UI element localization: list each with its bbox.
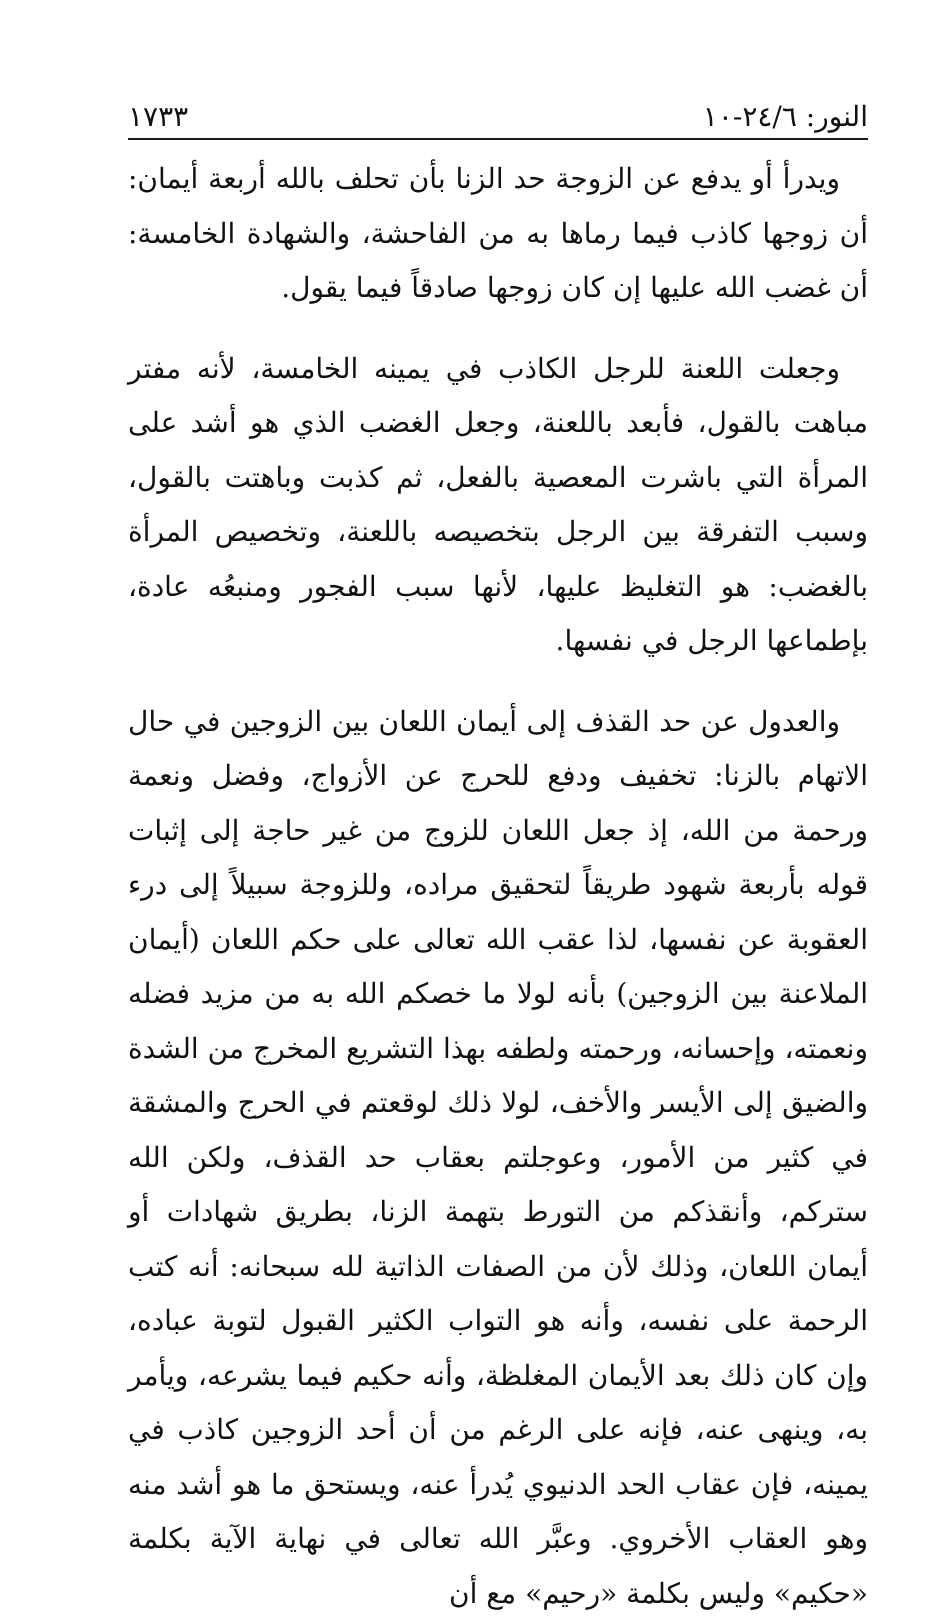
paragraph-2: وجعلت اللعنة للرجل الكاذب في يمينه الخامسة، لأنه مفتر مباهت بالقول، فأبعد باللعنة، وجعل الغضب الذي هو أشد على المرأة التي باشرت المعصية بالفعل، ثم كذبت وباهتت بالقول، وسبب التفرقة بين الرجل بتخصيصه باللعنة، وتخصيص المرأة بالغضب: هو التغليظ عليها، لأنها سبب الفجور ومنبعُه عادة، بإطماعها الرجل في نفسها.: [128, 342, 868, 669]
surah-reference: النور: ٢٤/٦-١٠: [703, 100, 868, 133]
page-header: [128, 92, 868, 136]
paragraph-1: ويدرأ أو يدفع عن الزوجة حد الزنا بأن تحلف بالله أربعة أيمان: أن زوجها كاذب فيما رماها به من الفاحشة، والشهادة الخامسة: أن غضب الله عليها إن كان زوجها صادقاً فيما يقول.: [128, 152, 868, 316]
page-body: [128, 152, 868, 1621]
paragraph-3: والعدول عن حد القذف إلى أيمان اللعان بين الزوجين في حال الاتهام بالزنا: تخفيف ودفع للحرج عن الأزواج، وفضل ونعمة ورحمة من الله، إذ جعل اللعان للزوج من غير حاجة إلى إثبات قوله بأربعة شهود طريقاً لتحقيق مراده، وللزوجة سبيلاً إلى درء العقوبة عن نفسها، لذا عقب الله تعالى على حكم اللعان (أيمان الملاعنة بين الزوجين) بأنه لولا ما خصكم الله به من مزيد فضله ونعمته، وإحسانه، ورحمته ولطفه بهذا التشريع المخرج من الشدة والضيق إلى الأيسر والأخف، لولا ذلك لوقعتم في الحرج والمشقة في كثير من الأمور، وعوجلتم بعقاب حد القذف، ولكن الله ستركم، وأنقذكم من التورط بتهمة الزنا، بطريق شهادات أو أيمان اللعان، وذلك لأن من الصفات الذاتية لله سبحانه: أنه كتب الرحمة على نفسه، وأنه هو التواب الكثير القبول لتوبة عباده، وإن كان ذلك بعد الأيمان المغلظة، وأنه حكيم فيما يشرعه، ويأمر به، وينهى عنه، فإنه على الرغم من أن أحد الزوجين كاذب في يمينه، فإن عقاب الحد الدنيوي يُدرأ عنه، ويستحق ما هو أشد منه وهو العقاب الأخروي. وعبَّر الله تعالى في نهاية الآية بكلمة «حكيم» وليس بكلمة «رحيم» مع أن: [128, 695, 868, 1621]
header-divider: [128, 138, 868, 140]
page-number: ١٧٣٣: [128, 100, 188, 133]
